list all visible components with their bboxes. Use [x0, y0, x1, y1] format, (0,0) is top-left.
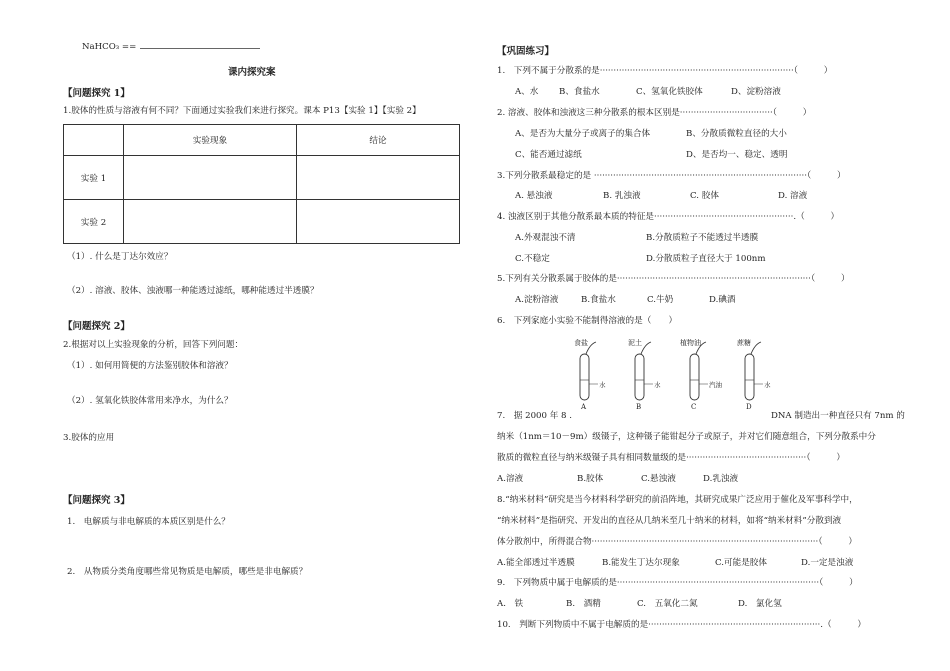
inquiry-2-question-3: 3.胶体的应用	[63, 433, 115, 443]
inquiry-1-label: 【问题探究 1】	[63, 88, 130, 99]
tube-b	[635, 342, 653, 400]
q4-option-a: A.外观混浊不清	[515, 233, 576, 243]
q6-stem: 6. 下列家庭小实验不能制得溶液的是（ ）	[497, 316, 678, 326]
q2-option-b: B、分散质微粒直径的大小	[686, 129, 787, 139]
q3-option-a: A. 悬浊液	[515, 191, 553, 201]
table-cell	[124, 156, 297, 200]
q8-option-a: A.能全部透过半透膜	[497, 558, 575, 568]
q4-stem: 4. 浊液区别于其他分散系最本质的特征是···················································.（ ）	[497, 212, 840, 222]
q4-option-b: B.分散质粒子不能透过半透膜	[646, 233, 759, 243]
table-header-phenomenon: 实验现象	[124, 125, 297, 156]
table-row-label-2: 实验 2	[64, 200, 124, 244]
inquiry-2-label: 【问题探究 2】	[63, 321, 130, 332]
q1-option-d: D、淀粉溶液	[731, 87, 781, 97]
table-corner-cell	[64, 125, 124, 156]
q5-option-b: B.食盐水	[581, 295, 616, 305]
table-header-conclusion: 结论	[297, 125, 460, 156]
q8-option-b: B.能发生丁达尔现象	[602, 558, 680, 568]
answer-blank	[140, 40, 260, 49]
q3-option-c: C. 胶体	[690, 191, 719, 201]
q7-line-1b: DNA 制造出一种直径只有 7nm 的	[771, 411, 905, 421]
q10-stem: 10. 判断下列物质中不属于电解质的是·······························································.（ ）	[497, 620, 866, 630]
tube-c	[690, 342, 708, 400]
q4-option-d: D.分散质粒子直径大于 100nm	[646, 254, 766, 264]
q7-option-d: D.乳浊液	[703, 474, 739, 484]
q2-option-a: A、是否为大量分子或离子的集合体	[515, 129, 651, 139]
inquiry-1-sub-2: （2）. 溶液、胶体、浊液哪一种能透过滤纸，哪种能透过半透膜？	[67, 286, 319, 296]
table-cell	[297, 156, 460, 200]
q9-option-c: C. 五氧化二氮	[637, 599, 698, 609]
tube-a	[580, 342, 598, 400]
tube-a-top-label: 食盐	[574, 339, 588, 347]
q9-stem: 9. 下列物质中属于电解质的是··········································································（ ）	[497, 578, 858, 588]
q7-option-a: A.溶液	[497, 474, 524, 484]
q7-line-2: 纳米（1nm＝10－9m）级镊子，这种镊子能钳起分子或原子，并对它们随意组合，下列分散系中分	[497, 432, 876, 442]
table-row-label-1: 实验 1	[64, 156, 124, 200]
experiment-table	[63, 124, 460, 244]
table-cell	[124, 200, 297, 244]
tube-d	[745, 342, 763, 400]
section-heading: 课内探究案	[228, 67, 276, 78]
q7-option-c: C.悬浊液	[641, 474, 676, 484]
tube-a-side-label: 水	[599, 381, 606, 389]
practice-heading: 【巩固练习】	[497, 46, 555, 57]
formula-text: NaHCO₃ ==	[82, 42, 137, 52]
q7-line-3: 散质的微粒直径与纳米级镊子具有相同数量级的是············································（ ）	[497, 453, 845, 463]
tube-c-letter: C	[691, 403, 697, 411]
tube-c-top-label: 植物油	[680, 339, 701, 347]
tube-a-letter: A	[581, 403, 587, 411]
inquiry-3-question-1: 1. 电解质与非电解质的本质区别是什么？	[67, 517, 230, 527]
q8-option-c: C.可能是胶体	[715, 558, 767, 568]
tube-d-top-label: 蔗糖	[737, 339, 751, 347]
inquiry-2-question: 2.根据对以上实验现象的分析，回答下列问题：	[63, 340, 244, 350]
inquiry-2-sub-2: （2）. 氢氧化铁胶体常用来净水，为什么？	[67, 396, 233, 406]
tube-d-side-label: 水	[764, 381, 771, 389]
q1-option-b: B、食盐水	[559, 87, 600, 97]
q9-option-a: A. 铁	[497, 599, 524, 609]
q7-option-b: B.胶体	[577, 474, 604, 484]
q8-line-3: 体分散剂中，所得混合物···················································································（ ）	[497, 537, 857, 547]
q8-line-2: “纳米材料”是指研究、开发出的直径从几纳米至几十纳米的材料，如将“纳米材料”分散到液	[497, 516, 842, 526]
q9-option-b: B. 酒精	[566, 599, 601, 609]
tube-b-side-label: 水	[654, 381, 661, 389]
table-cell	[297, 200, 460, 244]
tube-c-side-label: 汽油	[709, 381, 722, 389]
q5-stem: 5.下列有关分散系属于胶体的是·······································································（ ）	[497, 274, 850, 284]
inquiry-2-sub-1: （1）. 如何用简便的方法鉴别胶体和溶液？	[67, 361, 233, 371]
inquiry-3-question-2: 2. 从物质分类角度哪些常见物质是电解质，哪些是非电解质？	[67, 567, 308, 577]
q5-option-c: C.牛奶	[647, 295, 674, 305]
q1-stem: 1. 下列不属于分散系的是·······································································（ ）	[497, 66, 833, 76]
tube-b-letter: B	[636, 403, 642, 411]
tube-b-top-label: 泥土	[628, 339, 642, 347]
q2-stem: 2. 溶液、胶体和浊液这三种分散系的根本区别是··································（ ）	[497, 108, 812, 118]
q3-option-b: B. 乳浊液	[603, 191, 641, 201]
q2-option-c: C、能否通过滤纸	[515, 150, 582, 160]
q8-line-1: 8.“纳米材料”研究是当今材料科学研究的前沿阵地，其研究成果广泛应用于催化及军事科学中，	[497, 495, 858, 505]
q2-option-d: D、是否均一、稳定、透明	[686, 150, 788, 160]
formula-line	[82, 40, 260, 52]
q3-stem: 3.下列分散系最稳定的是 ··············································································（ ）	[497, 171, 846, 181]
q5-option-d: D.碘酒	[709, 295, 736, 305]
inquiry-3-label: 【问题探究 3】	[63, 495, 130, 506]
inquiry-1-question: 1.胶体的性质与溶液有何不同？下面通过实验我们来进行探究。课本 P13【实验 1】【实验 2】	[63, 106, 421, 116]
q7-line-1a: 7. 据 2000 年 8 .	[497, 411, 572, 421]
q1-option-c: C、氢氧化铁胶体	[636, 87, 703, 97]
q1-option-a: A、水	[515, 87, 539, 97]
q3-option-d: D. 溶液	[778, 191, 808, 201]
q5-option-a: A.淀粉溶液	[515, 295, 559, 305]
q8-option-d: D.一定是浊液	[801, 558, 854, 568]
q9-option-d: D. 氯化氢	[738, 599, 782, 609]
tube-d-letter: D	[746, 403, 752, 411]
test-tubes-figure	[570, 340, 790, 412]
q4-option-c: C.不稳定	[515, 254, 550, 264]
inquiry-1-sub-1: （1）. 什么是丁达尔效应？	[67, 252, 173, 262]
